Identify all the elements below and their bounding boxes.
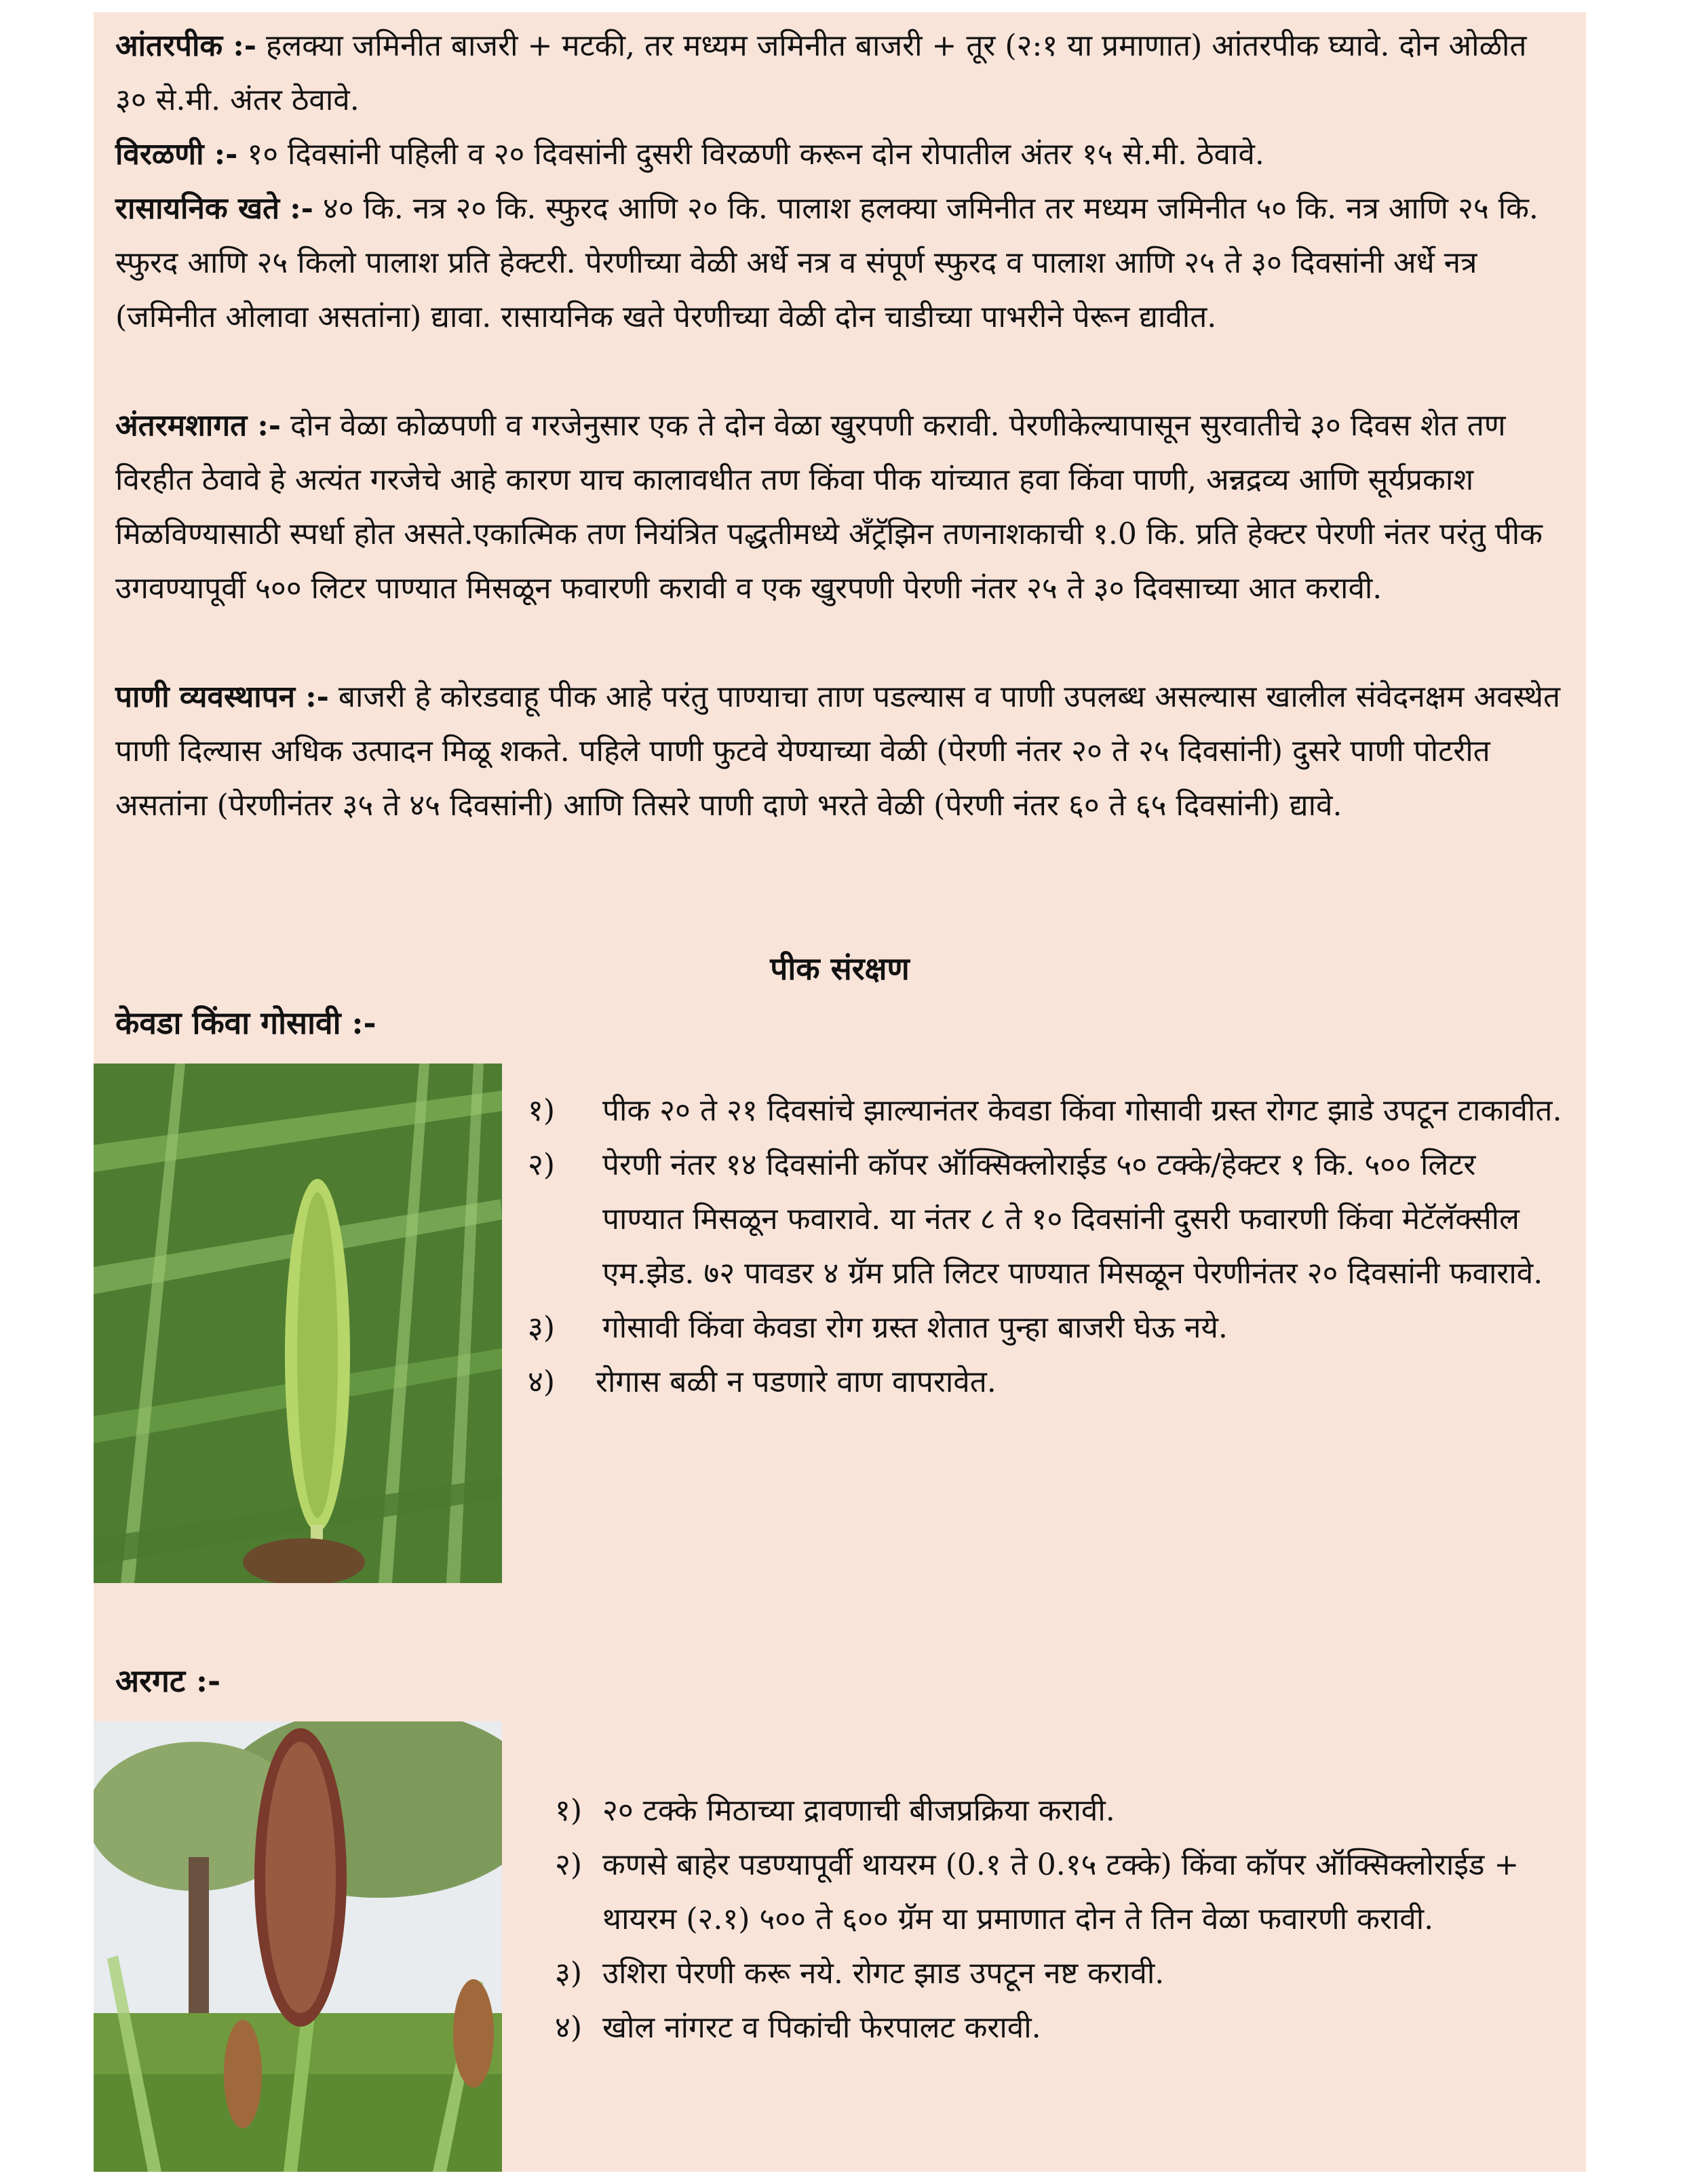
thinning-text: १० दिवसांनी पहिली व २० दिवसांनी दुसरी विरळणी करून दोन रोपातील अंतर १५ से.मी. ठेवावे.	[237, 137, 1264, 172]
fertilizers-text: ४० कि. नत्र २० कि. स्फुरद आणि २० कि. पालाश हलक्या जमिनीत तर मध्यम जमिनीत ५० कि. नत्र आणि २५ कि. स्फुरद आणि २५ किलो पालाश प्रति हेक्टरी. पेरणीच्या वेळी अर्धे नत्र व संपूर्ण स्फुरद व पालाश आणि २५ ते ३० दिवसांनी अर्धे नत्र (जमिनीत ओलावा असतांना) द्यावा. रासायनिक खते पेरणीच्या वेळी दोन चाडीच्या पाभरीने पेरून द्यावीत.	[115, 191, 1539, 334]
list-item-number: २)	[528, 1148, 556, 1182]
ergot-list	[555, 1784, 1566, 2055]
downy-mildew-photo	[94, 1064, 502, 1583]
list-item-number: ३)	[555, 1956, 583, 1991]
list-item	[528, 1084, 1566, 1138]
bajra-green-earhead-image	[94, 1064, 502, 1583]
water-text: बाजरी हे कोरडवाहू पीक आहे परंतु पाण्याचा ताण पडल्यास व पाणी उपलब्ध असल्यास खालील संवेदनक्षम अवस्थेत पाणी दिल्यास अधिक उत्पादन मिळू शकते. पहिले पाणी फुटवे येण्याच्या वेळी (पेरणी नंतर २० ते २५ दिवसांनी) दुसरे पाणी पोटरीत असतांना (पेरणीनंतर ३५ ते ४५ दिवसांनी) आणि तिसरे पाणी दाणे भरते वेळी (पेरणी नंतर ६० ते ६५ दिवसांनी) द्यावे.	[115, 680, 1561, 823]
intercrop-label: आंतरपीक :-	[115, 28, 257, 63]
list-item-continuation: एम.झेड. ७२ पावडर ४ ग्रॅम प्रति लिटर पाण्यात मिसळून पेरणीनंतर २० दिवसांनी फवारावे.	[602, 1256, 1543, 1291]
fertilizers-label: रासायनिक खते :-	[115, 191, 313, 226]
list-item-text: पेरणी नंतर १४ दिवसांनी कॉपर ऑक्सिक्लोराईड ५० टक्के/हेक्टर १ कि. ५०० लिटर पाण्यात मिसळून फवारावे. या नंतर ८ ते १० दिवसांनी दुसरी फवारणी किंवा मेटॅलॅक्सील	[602, 1148, 1520, 1236]
list-item	[555, 1838, 1566, 1947]
ergot-photo	[94, 1721, 502, 2172]
list-item	[528, 1138, 1566, 1301]
intercultivation-text: दोन वेळा कोळपणी व गरजेनुसार एक ते दोन वेळा खुरपणी करावी. पेरणीकेल्यापासून सुरवातीचे ३० दिवस शेत तण विरहीत ठेवावे हे अत्यंत गरजेचे आहे कारण याच कालावधीत तण किंवा पीक यांच्यात हवा किंवा पाणी, अन्नद्रव्य आणि सूर्यप्रकाश मिळविण्यासाठी स्पर्धा होत असते.एकात्मिक तण नियंत्रित पद्धतीमध्ये अँट्रॅझिन तणनाशकाची १.0 कि. प्रति हेक्टर पेरणी नंतर परंतु पीक उगवण्यापूर्वी ५०० लिटर पाण्यात मिसळून फवारणी करावी व एक खुरपणी पेरणी नंतर २५ ते ३० दिवसाच्या आत करावी.	[115, 408, 1543, 606]
list-item	[528, 1355, 1566, 1409]
list-item-text: २० टक्के मिठाच्या द्रावणाची बीजप्रक्रिया करावी.	[602, 1793, 1115, 1828]
list-item-number: ४)	[555, 2010, 583, 2045]
list-item-text: गोसावी किंवा केवडा रोग ग्रस्त शेतात पुन्हा बाजरी घेऊ नये.	[602, 1310, 1228, 1345]
ergot-heading: अरगट :-	[115, 1662, 221, 1699]
list-item	[555, 2001, 1566, 2055]
list-item	[555, 1784, 1566, 1838]
fertilizers-paragraph	[115, 182, 1567, 345]
list-item-text: पीक २० ते २१ दिवसांचे झाल्यानंतर केवडा किंवा गोसावी ग्रस्त रोगट झाडे उपटून टाकावीत.	[602, 1093, 1562, 1128]
downy-mildew-list	[528, 1084, 1566, 1409]
list-item-text: कणसे बाहेर पडण्यापूर्वी थायरम (0.१ ते 0.१५ टक्के) किंवा कॉपर ऑक्सिक्लोराईड + थायरम (२.१) ५०० ते ६०० ग्रॅम या प्रमाणात दोन ते तिन वेळा फवारणी करावी.	[602, 1848, 1520, 1936]
water-paragraph	[115, 670, 1567, 833]
list-item-number: ३)	[528, 1310, 556, 1345]
thinning-label: विरळणी :-	[115, 137, 238, 172]
list-item	[528, 1301, 1566, 1355]
list-item-number: १)	[555, 1793, 583, 1828]
list-item-text: रोगास बळी न पडणारे वाण वापरावेत.	[596, 1365, 997, 1399]
crop-protection-title: पीक संरक्षण	[770, 950, 910, 987]
intercrop-text: हलक्या जमिनीत बाजरी + मटकी, तर मध्यम जमिनीत बाजरी + तूर (२:१ या प्रमाणात) आंतरपीक घ्यावे. दोन ओळीत ३० से.मी. अंतर ठेवावे.	[115, 28, 1527, 117]
water-label: पाणी व्यवस्थापन :-	[115, 680, 329, 714]
list-item-text: उशिरा पेरणी करू नये. रोगट झाड उपटून नष्ट करावी.	[602, 1956, 1165, 1991]
thinning-paragraph	[115, 128, 1567, 182]
list-item-number: १)	[528, 1093, 556, 1128]
list-item-number: ४)	[528, 1365, 556, 1399]
list-item-number: २)	[555, 1848, 583, 1882]
intercultivation-paragraph	[115, 399, 1567, 616]
list-item-text: खोल नांगरट व पिकांची फेरपालट करावी.	[602, 2010, 1041, 2045]
intercrop-paragraph	[115, 19, 1567, 128]
page-panel	[94, 12, 1586, 2172]
downy-mildew-heading: केवडा किंवा गोसावी :-	[115, 1005, 376, 1041]
bajra-ergot-earhead-image	[94, 1721, 502, 2172]
list-item	[555, 1947, 1566, 2001]
intercultivation-label: अंतरमशागत :-	[115, 408, 281, 443]
